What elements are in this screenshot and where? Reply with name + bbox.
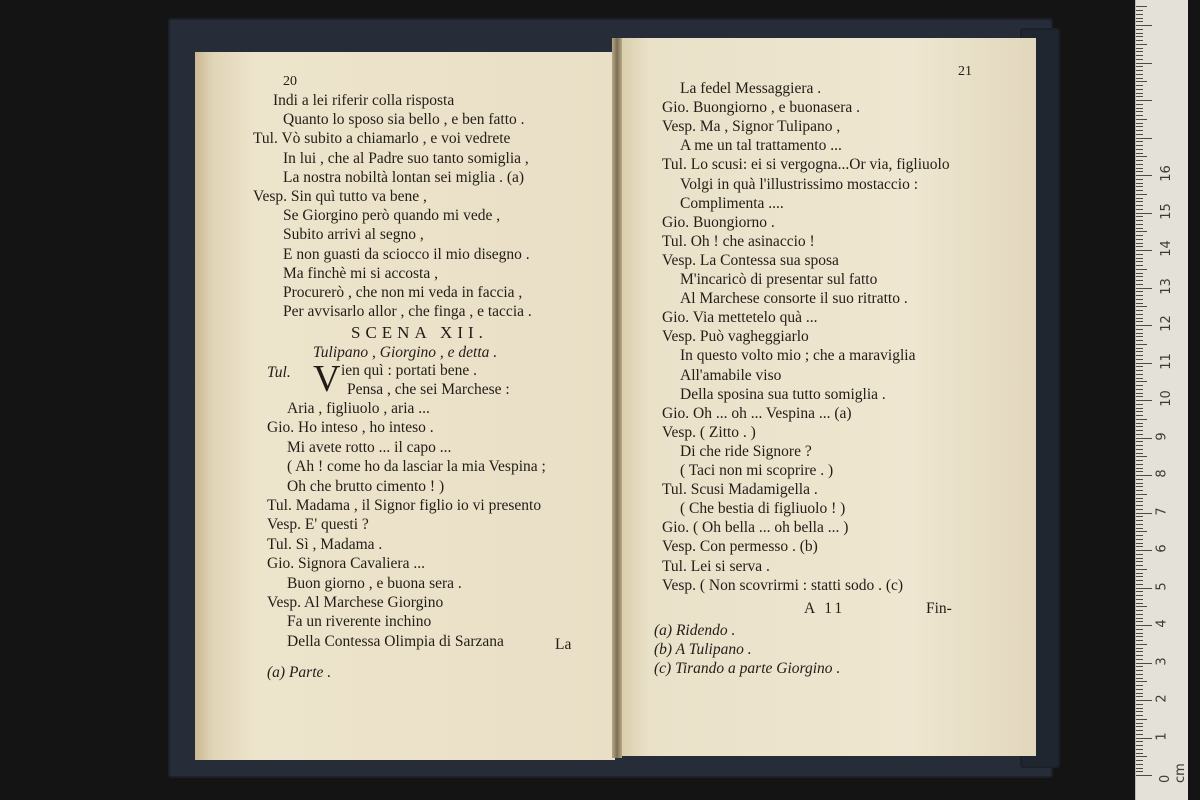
verse-line: In lui , che al Padre suo tanto somiglia , (283, 149, 529, 167)
ruler-tick (1136, 265, 1143, 266)
ruler-tick (1136, 558, 1143, 559)
verse-line: Ma finchè mi si accosta , (283, 264, 438, 282)
ruler (1135, 0, 1188, 800)
verse-line: La nostra nobiltà lontan sei miglia . (a) (283, 168, 525, 186)
ruler-tick (1136, 81, 1147, 82)
ruler-tick (1136, 464, 1143, 465)
ruler-tick (1136, 243, 1143, 244)
ruler-tick (1136, 306, 1147, 307)
ruler-tick (1136, 186, 1143, 187)
verse-line: Pensa , che sei Marchese : (347, 381, 510, 398)
ruler-tick (1136, 490, 1143, 491)
scene-cast: Tulipano , Giorgino , e detta . (313, 344, 498, 361)
ruler-tick (1136, 333, 1143, 334)
ruler-tick (1136, 426, 1143, 427)
ruler-tick (1136, 584, 1143, 585)
ruler-tick (1136, 216, 1143, 217)
ruler-tick (1136, 63, 1152, 64)
ruler-tick (1136, 168, 1143, 169)
ruler-tick (1136, 276, 1143, 277)
ruler-tick (1136, 768, 1143, 769)
ruler-tick (1136, 385, 1143, 386)
ruler-tick (1136, 441, 1143, 442)
ruler-tick (1136, 378, 1143, 379)
verse-line: Tul. Madama , il Signor figlio io vi presento (267, 497, 542, 514)
verse-line: Vesp. Sin quì tutto va bene , (253, 188, 427, 205)
ruler-tick (1136, 160, 1143, 161)
ruler-tick (1136, 621, 1143, 622)
ruler-tick (1136, 603, 1143, 604)
ruler-tick (1136, 29, 1143, 30)
verse-line: Vesp. La Contessa sua sposa (662, 251, 839, 269)
ruler-tick (1136, 51, 1143, 52)
ruler-tick (1136, 6, 1147, 7)
verse-line: Vesp. ( Zitto . ) (662, 423, 756, 441)
ruler-tick (1136, 681, 1147, 682)
verse-line: Vesp. Con permesso . (b) (662, 538, 818, 556)
ruler-tick (1136, 670, 1143, 671)
ruler-tick (1136, 291, 1143, 292)
verse-line: Tul. Vò subito a chiamarlo , e voi vedrete (253, 130, 511, 148)
ruler-number: 6 (1154, 544, 1170, 553)
ruler-tick (1136, 644, 1147, 645)
ruler-tick (1136, 321, 1143, 322)
ruler-number: 7 (1154, 506, 1170, 516)
ruler-tick (1136, 648, 1143, 649)
verse-line: Gio. Signora Cavaliera ... (267, 555, 425, 573)
verse-line: Tul. Oh ! che asinaccio ! (662, 232, 815, 250)
ruler-tick (1136, 636, 1143, 637)
ruler-tick (1136, 325, 1152, 326)
footnote: (b) A Tulipano . (654, 641, 752, 658)
ruler-tick (1136, 359, 1143, 360)
ruler-tick (1136, 209, 1143, 210)
ruler-tick (1136, 471, 1143, 472)
ruler-tick (1136, 760, 1143, 761)
ruler-tick (1136, 655, 1143, 656)
ruler-tick (1136, 543, 1143, 544)
ruler-tick (1136, 119, 1147, 120)
ruler-tick (1136, 348, 1143, 349)
ruler-tick (1136, 250, 1152, 251)
ruler-tick (1136, 659, 1143, 660)
ruler-tick (1136, 771, 1143, 772)
ruler-tick (1136, 85, 1143, 86)
ruler-tick (1136, 528, 1143, 529)
ruler-tick (1136, 745, 1143, 746)
verse-line: All'amabile viso (680, 366, 782, 384)
ruler-tick (1136, 246, 1143, 247)
verse-line: Subito arrivi al segno , (283, 226, 424, 244)
ruler-number: 11 (1158, 352, 1174, 370)
catchword: Fin- (926, 600, 952, 617)
ruler-tick (1136, 393, 1143, 394)
ruler-tick (1136, 194, 1147, 195)
ruler-tick (1136, 434, 1143, 435)
ruler-tick (1136, 205, 1143, 206)
ruler-tick (1136, 438, 1152, 439)
verse-line: E non guasti da sciocco il mio disegno . (283, 245, 530, 263)
ruler-number: 13 (1158, 277, 1174, 295)
ruler-tick (1136, 663, 1152, 664)
ruler-tick (1136, 70, 1143, 71)
ruler-number: 16 (1158, 165, 1174, 182)
right-page (620, 38, 1036, 756)
ruler-tick (1136, 730, 1143, 731)
ruler-tick (1136, 539, 1143, 540)
ruler-tick (1136, 78, 1143, 79)
ruler-number: 12 (1158, 315, 1174, 332)
ruler-tick (1136, 239, 1143, 240)
ruler-tick (1136, 734, 1143, 735)
ruler-tick (1136, 344, 1147, 345)
ruler-tick (1136, 711, 1143, 712)
ruler-tick (1136, 374, 1143, 375)
ruler-tick (1136, 719, 1147, 720)
ruler-tick (1136, 498, 1143, 499)
verse-line: Vesp. Ma , Signor Tulipano , (662, 118, 841, 136)
ruler-tick (1136, 693, 1143, 694)
ruler-number: 9 (1154, 431, 1170, 441)
ruler-tick (1136, 546, 1143, 547)
ruler-tick (1136, 228, 1143, 229)
ruler-tick (1136, 269, 1147, 270)
footnote: (a) Ridendo . (654, 622, 736, 639)
ruler-tick (1136, 531, 1147, 532)
ruler-tick (1136, 599, 1143, 600)
ruler-tick (1136, 171, 1143, 172)
ruler-tick (1136, 25, 1152, 26)
ruler-tick (1136, 190, 1143, 191)
ruler-tick (1136, 340, 1143, 341)
verse-line: Volgi in quà l'illustrissimo mostaccio : (680, 175, 919, 193)
ruler-tick (1136, 561, 1143, 562)
ruler-number: 0 cm (1158, 763, 1188, 783)
ruler-tick (1136, 550, 1152, 551)
verse-line: Vesp. Al Marchese Giorgino (267, 594, 444, 611)
ruler-tick (1136, 33, 1143, 34)
ruler-tick (1136, 723, 1143, 724)
ruler-tick (1136, 261, 1143, 262)
ruler-tick (1136, 475, 1152, 476)
ruler-tick (1136, 460, 1143, 461)
ruler-tick (1136, 153, 1143, 154)
ruler-tick (1136, 141, 1143, 142)
ruler-tick (1136, 569, 1147, 570)
ruler-tick (1136, 708, 1143, 709)
ruler-tick (1136, 310, 1143, 311)
ruler-tick (1136, 295, 1143, 296)
drop-capital: V (313, 358, 341, 400)
ruler-tick (1136, 629, 1143, 630)
ruler-number: 4 (1154, 619, 1170, 628)
ruler-tick (1136, 126, 1143, 127)
signature-mark: A 11 (804, 600, 846, 617)
ruler-tick (1136, 573, 1143, 574)
ruler-tick (1136, 404, 1143, 405)
verse-line: Oh che brutto cimento ! ) (287, 477, 445, 495)
ruler-number: 8 (1154, 469, 1170, 478)
ruler-tick (1136, 678, 1143, 679)
ruler-tick (1136, 666, 1143, 667)
ruler-tick (1136, 40, 1143, 41)
verse-line: Per avvisarlo allor , che finga , e taccia . (283, 303, 532, 321)
ruler-tick (1136, 164, 1143, 165)
ruler-tick (1136, 726, 1143, 727)
verse-line: Se Giorgino però quando mi vede , (283, 207, 501, 225)
ruler-tick (1136, 55, 1143, 56)
ruler-tick (1136, 175, 1152, 176)
verse-line: Gio. Buongiorno , e buonasera . (662, 99, 861, 117)
ruler-tick (1136, 516, 1143, 517)
ruler-tick (1136, 764, 1143, 765)
ruler-tick (1136, 21, 1143, 22)
ruler-tick (1136, 468, 1143, 469)
ruler-tick (1136, 231, 1147, 232)
ruler-tick (1136, 224, 1143, 225)
ruler-tick (1136, 430, 1143, 431)
ruler-tick (1136, 123, 1143, 124)
verse-line: ( Taci non mi scoprire . ) (680, 462, 834, 479)
ruler-tick (1136, 700, 1152, 701)
ruler-tick (1136, 674, 1143, 675)
ruler-tick (1136, 651, 1143, 652)
ruler-tick (1136, 89, 1143, 90)
verse-line: A me un tal trattamento ... (680, 137, 842, 155)
footnote: (c) Tirando a parte Giorgino . (654, 660, 841, 677)
ruler-tick (1136, 220, 1143, 221)
ruler-tick (1136, 715, 1143, 716)
verse-line: Gio. Via mettetelo quà ... (662, 309, 818, 327)
ruler-tick (1136, 115, 1143, 116)
verse-line: Gio. Oh ... oh ... Vespina ... (a) (662, 404, 852, 422)
ruler-tick (1136, 513, 1152, 514)
ruler-number: 1 (1154, 731, 1170, 741)
ruler-tick (1136, 273, 1143, 274)
scene-heading: SCENA XII. (351, 323, 488, 342)
ruler-tick (1136, 134, 1143, 135)
ruler-tick (1136, 524, 1143, 525)
verse-line: Della sposina sua tutto somiglia . (680, 385, 886, 403)
ruler-tick (1136, 336, 1143, 337)
ruler-tick (1136, 486, 1143, 487)
ruler-tick (1136, 198, 1143, 199)
verse-line: ien quì : portati bene . (341, 362, 478, 379)
ruler-tick (1136, 610, 1143, 611)
ruler-tick (1136, 535, 1143, 536)
ruler-tick (1136, 419, 1147, 420)
ruler-tick (1136, 213, 1152, 214)
ruler-tick (1136, 520, 1143, 521)
verse-line: Gio. Ho inteso , ho inteso . (267, 419, 434, 437)
verse-line: ( Che bestia di figliuolo ! ) (680, 500, 846, 518)
ruler-tick (1136, 633, 1143, 634)
ruler-tick (1136, 179, 1143, 180)
verse-line: Buon giorno , e buona sera . (287, 574, 462, 592)
ruler-tick (1136, 108, 1143, 109)
verse-line: Fa un riverente inchino (287, 613, 432, 631)
ruler-tick (1136, 48, 1143, 49)
ruler-tick (1136, 14, 1143, 15)
ruler-tick (1136, 74, 1143, 75)
ruler-tick (1136, 606, 1147, 607)
verse-line: Procurerò , che non mi veda in faccia , (283, 284, 523, 301)
ruler-tick (1136, 149, 1143, 150)
ruler-tick (1136, 370, 1143, 371)
ruler-tick (1136, 59, 1143, 60)
footnote: (a) Parte . (267, 664, 332, 681)
ruler-tick (1136, 389, 1143, 390)
ruler-tick (1136, 18, 1143, 19)
ruler-tick (1136, 351, 1143, 352)
ruler-tick (1136, 614, 1143, 615)
ruler-tick (1136, 738, 1152, 739)
left-page (195, 52, 615, 760)
ruler-tick (1136, 10, 1143, 11)
verse-line: Quanto lo sposo sia bello , e ben fatto . (283, 111, 525, 129)
ruler-tick (1136, 704, 1143, 705)
ruler-tick (1136, 565, 1143, 566)
ruler-tick (1136, 576, 1143, 577)
ruler-tick (1136, 625, 1152, 626)
ruler-tick (1136, 588, 1152, 589)
ruler-tick (1136, 100, 1152, 101)
ruler-tick (1136, 130, 1143, 131)
ruler-tick (1136, 156, 1147, 157)
ruler-tick (1136, 329, 1143, 330)
ruler-tick (1136, 258, 1143, 259)
ruler-tick (1136, 288, 1152, 289)
verse-line: Tul. Lei si serva . (662, 557, 770, 575)
ruler-tick (1136, 741, 1143, 742)
ruler-number: 3 (1154, 656, 1170, 666)
ruler-tick (1136, 318, 1143, 319)
ruler-tick (1136, 44, 1147, 45)
verse-line: Mi avete rotto ... il capo ... (287, 438, 452, 456)
ruler-tick (1136, 66, 1143, 67)
page-number-right: 21 (958, 64, 972, 79)
ruler-tick (1136, 415, 1143, 416)
ruler-tick (1136, 595, 1143, 596)
ruler-tick (1136, 591, 1143, 592)
ruler-tick (1136, 145, 1143, 146)
verse-line: In questo volto mio ; che a maraviglia (680, 347, 916, 365)
ruler-tick (1136, 689, 1143, 690)
ruler-tick (1136, 408, 1143, 409)
verse-line: M'incaricò di presentar sul fatto (680, 271, 878, 288)
ruler-tick (1136, 366, 1143, 367)
ruler-tick (1136, 314, 1143, 315)
ruler-tick (1136, 201, 1143, 202)
verse-line: Di che ride Signore ? (680, 442, 812, 460)
ruler-number: 14 (1158, 240, 1174, 257)
ruler-number: 5 (1154, 581, 1170, 591)
verse-line: Vesp. E' questi ? (267, 516, 369, 534)
verse-line: Complimenta .... (680, 194, 784, 212)
ruler-tick (1136, 449, 1143, 450)
catchword: La (555, 636, 572, 653)
verse-line: Gio. ( Oh bella ... oh bella ... ) (662, 519, 849, 537)
ruler-tick (1136, 479, 1143, 480)
verse-line: ( Ah ! come ho da lasciar la mia Vespina ; (287, 458, 546, 476)
ruler-tick (1136, 685, 1143, 686)
ruler-tick (1136, 355, 1143, 356)
ruler-tick (1136, 280, 1143, 281)
ruler-tick (1136, 254, 1143, 255)
page-number-left: 20 (283, 74, 297, 89)
ruler-tick (1136, 580, 1143, 581)
ruler-tick (1136, 381, 1147, 382)
verse-line: Tul. Lo scusi: ei si vergogna...Or via, figliuolo (662, 156, 950, 174)
verse-line: Vesp. ( Non scovrirmi : statti sodo . (c) (662, 576, 904, 594)
verse-line: Indi a lei riferir colla risposta (273, 92, 455, 109)
verse-line: Tul. Sì , Madama . (267, 535, 383, 553)
speaker-label: Tul. (267, 364, 291, 381)
ruler-tick (1136, 501, 1143, 502)
ruler-tick (1136, 483, 1143, 484)
ruler-tick (1136, 423, 1143, 424)
ruler-tick (1136, 299, 1143, 300)
book-gutter (612, 38, 622, 758)
ruler-number: 15 (1158, 202, 1174, 220)
ruler-tick (1136, 509, 1143, 510)
ruler-tick (1136, 363, 1152, 364)
verse-line: Al Marchese consorte il suo ritratto . (680, 290, 908, 308)
verse-line: La fedel Messaggiera . (680, 80, 822, 97)
verse-line: Tul. Scusi Madamigella . (662, 481, 818, 499)
ruler-tick (1136, 396, 1143, 397)
ruler-tick (1136, 456, 1147, 457)
ruler-tick (1136, 400, 1152, 401)
ruler-tick (1136, 445, 1143, 446)
ruler-tick (1136, 183, 1143, 184)
ruler-number: 10 (1158, 390, 1174, 407)
ruler-tick (1136, 411, 1143, 412)
ruler-tick (1136, 138, 1152, 139)
ruler-number: 2 (1154, 694, 1170, 703)
ruler-tick (1136, 554, 1143, 555)
verse-line: Della Contessa Olimpia di Sarzana (287, 632, 504, 650)
ruler-tick (1136, 505, 1143, 506)
ruler-tick (1136, 775, 1152, 776)
ruler-tick (1136, 453, 1143, 454)
ruler-tick (1136, 640, 1143, 641)
ruler-tick (1136, 111, 1143, 112)
ruler-tick (1136, 494, 1147, 495)
ruler-tick (1136, 696, 1143, 697)
ruler-tick (1136, 235, 1143, 236)
ruler-tick (1136, 104, 1143, 105)
verse-line: Gio. Buongiorno . (662, 213, 775, 231)
ruler-tick (1136, 284, 1143, 285)
ruler-tick (1136, 303, 1143, 304)
ruler-tick (1136, 96, 1143, 97)
ruler-tick (1136, 753, 1143, 754)
ruler-tick (1136, 749, 1143, 750)
verse-line: Aria , figliuolo , aria ... (287, 400, 430, 417)
ruler-tick (1136, 93, 1143, 94)
ruler-tick (1136, 618, 1143, 619)
verse-line: Vesp. Può vagheggiarlo (662, 328, 809, 346)
ruler-tick (1136, 36, 1143, 37)
ruler-tick (1136, 756, 1147, 757)
